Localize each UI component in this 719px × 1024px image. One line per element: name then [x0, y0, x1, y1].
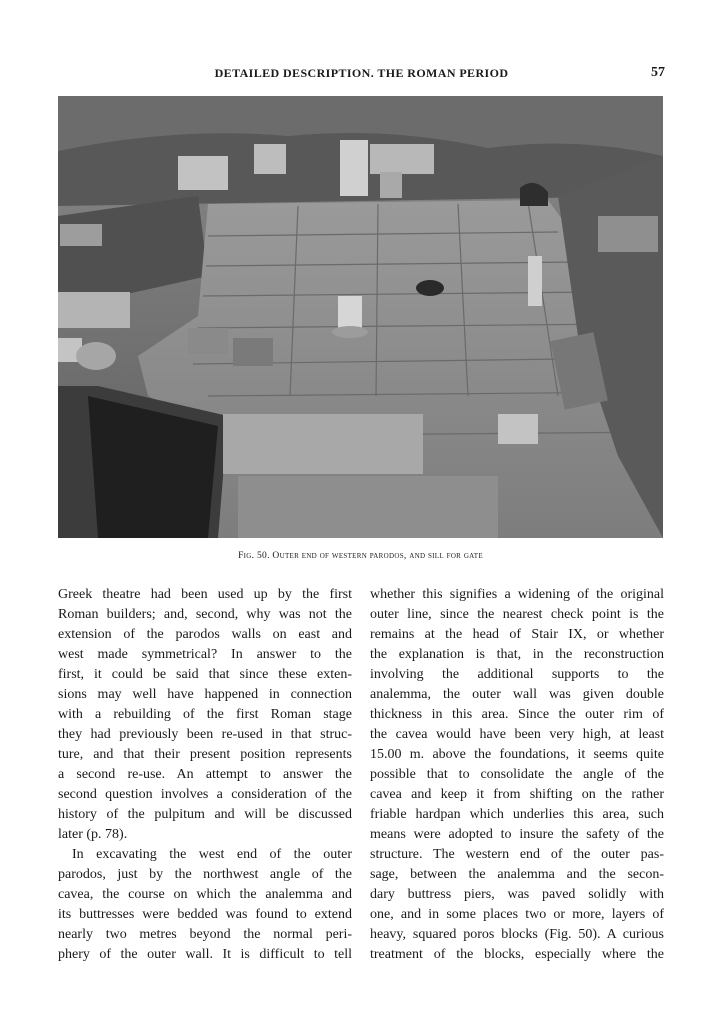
text-line: possible that to consolidate the angle of the [370, 767, 664, 782]
text-line: sions may well have happened in connection [58, 687, 352, 702]
text-line: friable hardpan which underlies this area, such [370, 807, 664, 822]
text-line: later (p. 78). [58, 827, 128, 842]
left-column [58, 585, 352, 965]
text-line: cavea and keep it from shifting on the rather [370, 787, 664, 802]
excavation-photo [58, 96, 663, 538]
text-line: remains at the head of Stair IX, or whether [370, 627, 664, 642]
running-head-title: DETAILED DESCRIPTION. THE ROMAN PERIOD [214, 66, 509, 80]
figure-caption: Fig. 50. Outer end of western parodos, and sill for gate [238, 551, 483, 561]
text-line: cavea, the course on which the analemma and [58, 887, 352, 902]
text-line: extension of the parodos walls on east and [58, 627, 352, 642]
text-line: 15.00 m. above the foundations, it seems quite [370, 747, 664, 762]
text-line: Greek theatre had been used up by the first [58, 587, 352, 602]
running-head [58, 66, 665, 84]
text-line: parodos, just by the northwest angle of the [58, 867, 352, 882]
figure-photograph [58, 96, 663, 538]
text-line: a second re-use. An attempt to answer the [58, 767, 352, 782]
text-line: means were adopted to insure the safety of the [370, 827, 664, 842]
text-line: In excavating the west end of the outer [72, 847, 352, 862]
text-line: phery of the outer wall. It is difficult to tell [58, 947, 352, 962]
text-line: first, it could be said that since these exten- [58, 667, 352, 682]
text-line: thickness in this area. Since the outer rim of [370, 707, 664, 722]
text-line: they had previously been re-used in that struc- [58, 727, 352, 742]
text-line: history of the pulpitum and will be discussed [58, 807, 352, 822]
right-column [370, 585, 664, 965]
text-line: the explanation is that, in the reconstruction [370, 647, 664, 662]
text-line: the cavea would have been very high, at least [370, 727, 664, 742]
text-line: structure. The western end of the outer pas- [370, 847, 664, 862]
text-line: involving the additional supports to the [370, 667, 664, 682]
text-line: dary buttress piers, was paved solidly with [370, 887, 664, 902]
text-line: its buttresses were bedded was found to extend [58, 907, 352, 922]
text-line: with a rebuilding of the first Roman stage [58, 707, 352, 722]
text-line: nearly two metres beyond the normal peri- [58, 927, 352, 942]
page-number: 57 [651, 65, 665, 80]
text-line: one, and in some places two or more, layers of [370, 907, 664, 922]
text-line: second question involves a consideration of the [58, 787, 352, 802]
text-line: outer line, since the nearest check point is the [370, 607, 664, 622]
text-line: treatment of the blocks, especially where the [370, 947, 664, 962]
text-line: sage, between the analemma and the secon- [370, 867, 664, 882]
text-line: analemma, the outer wall was given double [370, 687, 664, 702]
text-line: west made symmetrical? In answer to the [58, 647, 352, 662]
text-line: heavy, squared poros blocks (Fig. 50). A curious [370, 927, 664, 942]
text-line: whether this signifies a widening of the original [370, 587, 664, 602]
text-line: Roman builders; and, second, why was not the [58, 607, 352, 622]
text-line: ture, and that their present position represents [58, 747, 352, 762]
